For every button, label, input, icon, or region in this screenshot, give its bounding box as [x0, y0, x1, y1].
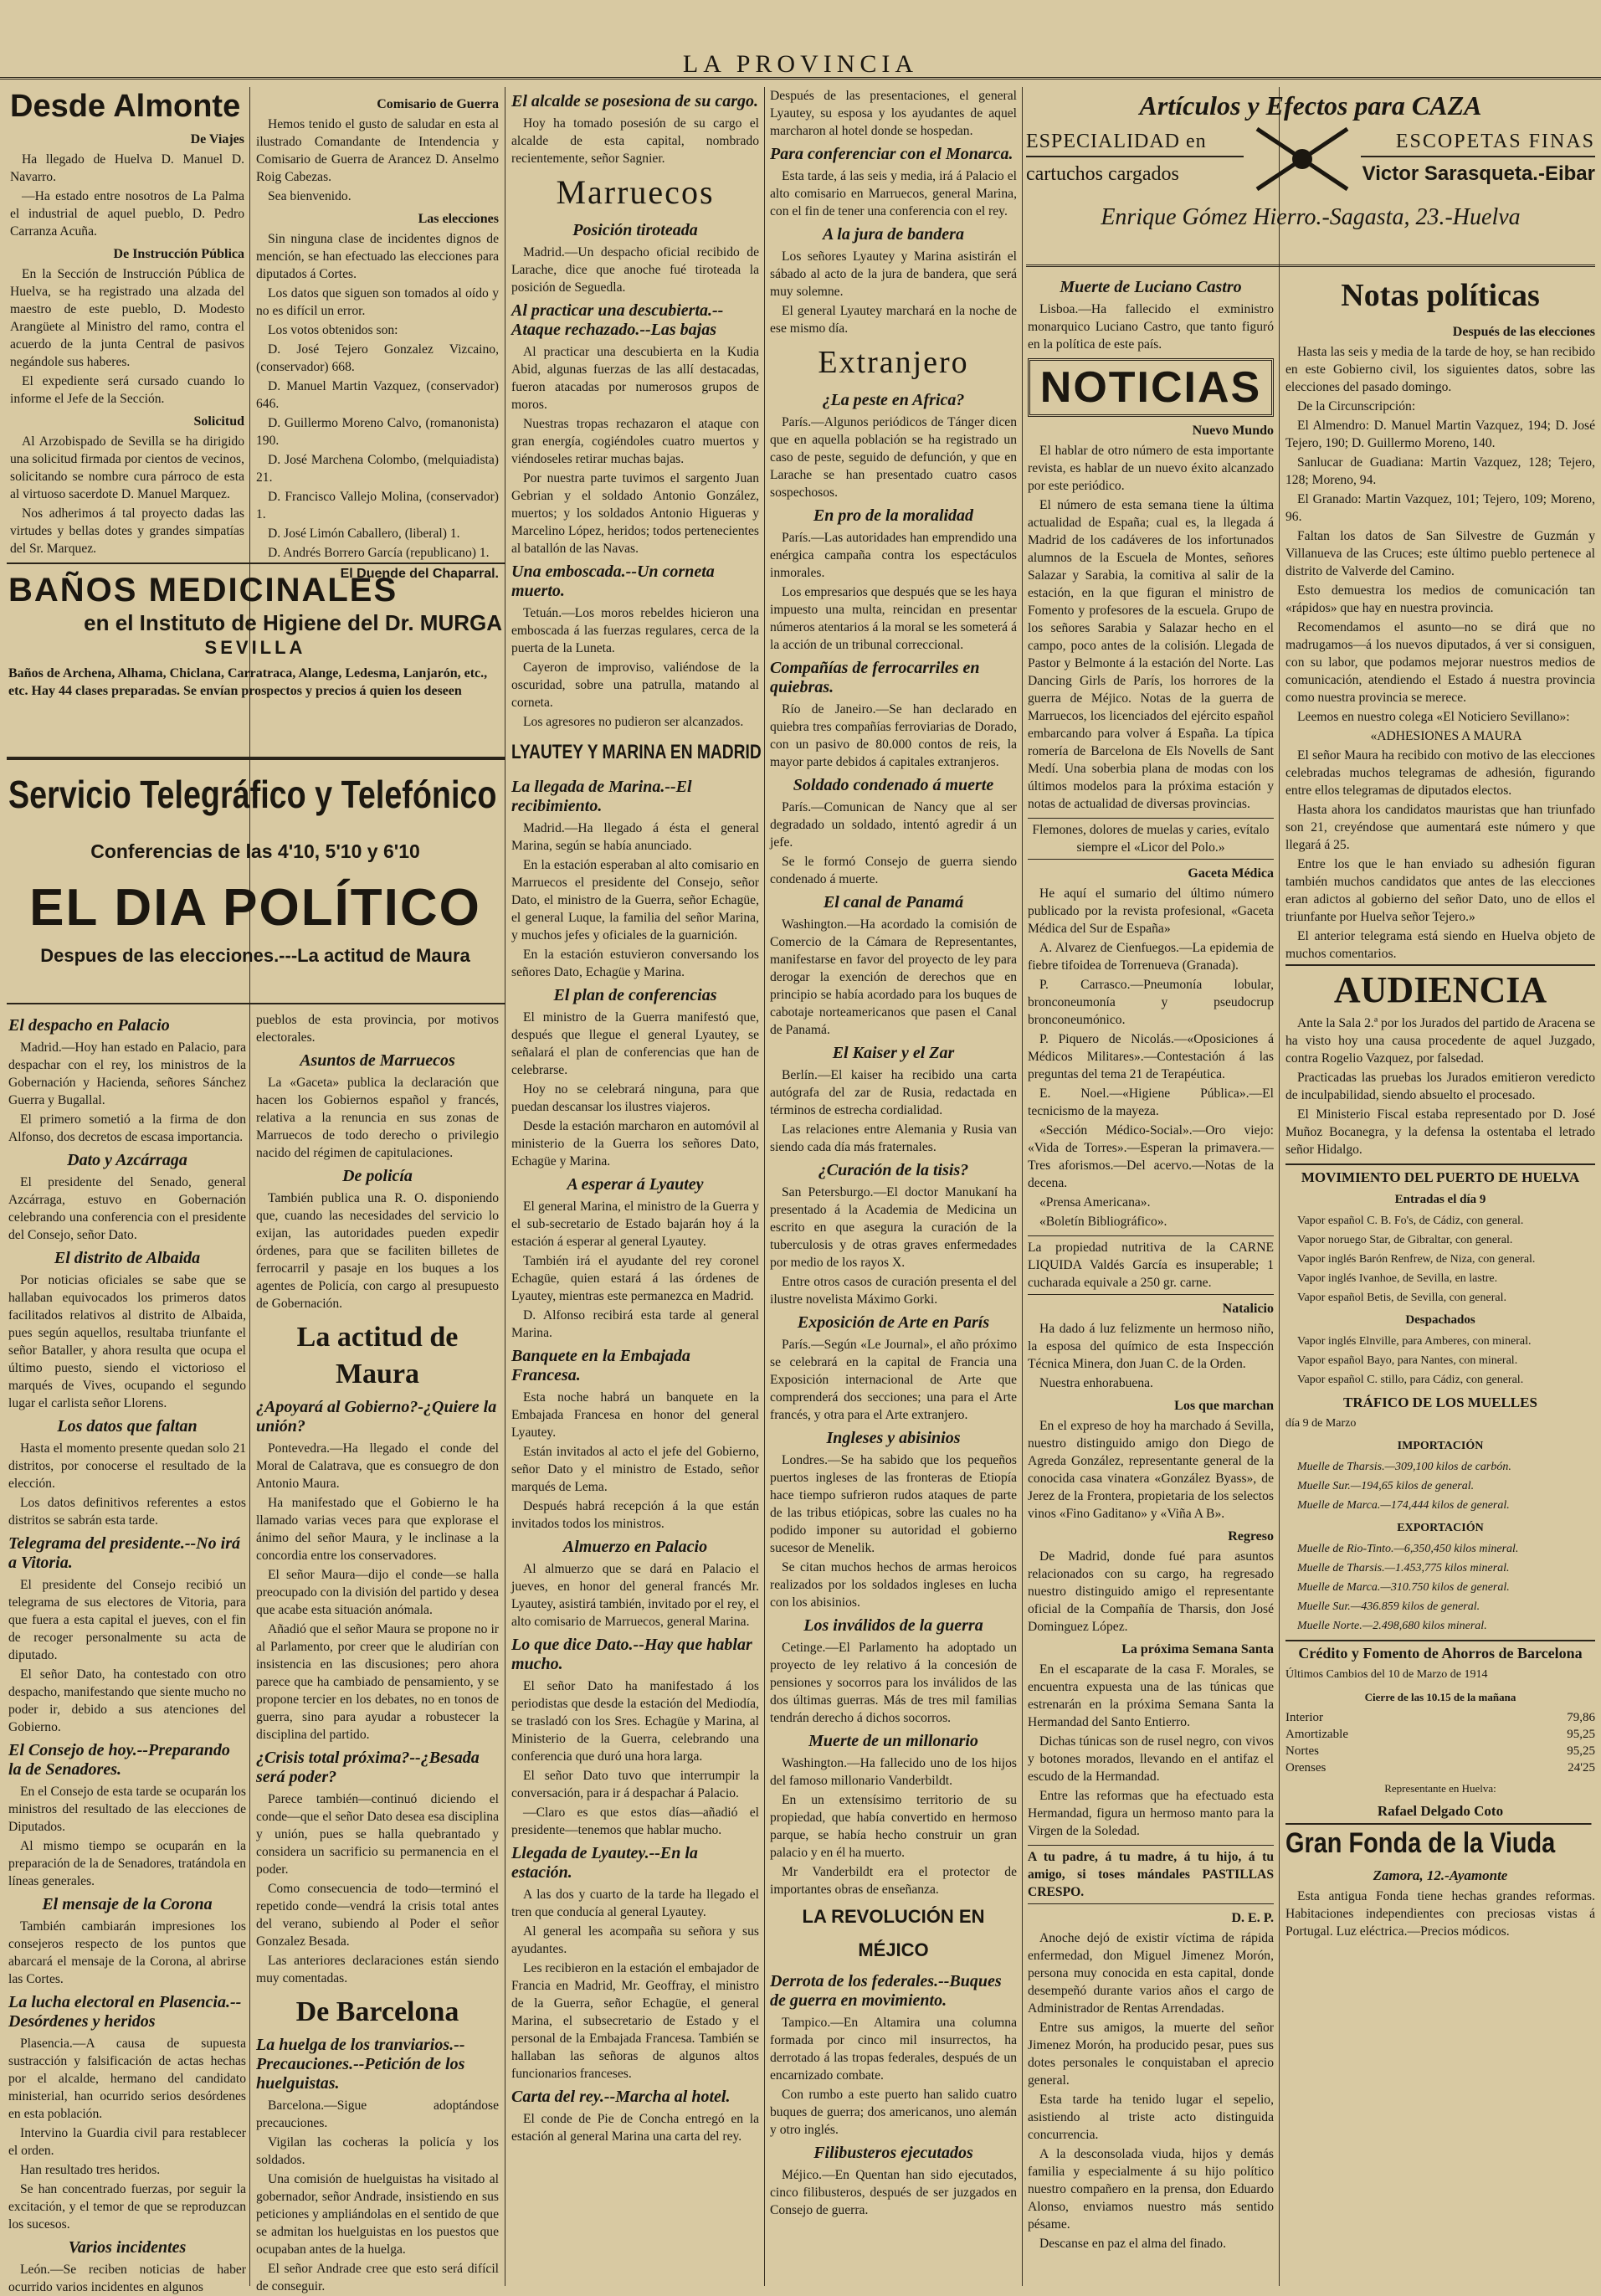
- paragraph: El señor Andrade cree que esto será difícil de conseguir.: [256, 2262, 499, 2293]
- paragraph: Los datos definitivos referentes a estos distritos se sabrán esta tarde.: [8, 1496, 246, 1528]
- paragraph: Esta noche habrá un banquete en la Embajada Francesa en honor del general Lyautey.: [511, 1390, 759, 1440]
- paragraph: León.—Se reciben noticias de haber ocurrido varios incidentes en algunos: [8, 2263, 246, 2294]
- caza-ad-title: Artículos y Efectos para CAZA: [1139, 90, 1482, 121]
- paragraph: Esta tarde, á las seis y media, irá á Palacio el alto comisario en Marruecos, general Marina, con el fin de tener una conferencia con el rey.: [770, 169, 1017, 218]
- paragraph: Una comisión de huelguistas ha visitado al gobernador, señor Andrade, insistiendo en sus peticiones y ampliándolas en el sentido de que se admitan los huelguistas en los puestos que ocupaban antes de la huelga.: [256, 2172, 499, 2257]
- news-heading: Una emboscada.--Un corneta muerto.: [511, 562, 715, 600]
- ad-city: SEVILLA: [204, 637, 306, 658]
- market-name: Orenses: [1285, 1761, 1326, 1775]
- marruecos-title: Marruecos: [556, 173, 715, 211]
- ship-entry: Vapor español Betis, de Sevilla, con general.: [1297, 1292, 1506, 1304]
- paragraph: El presidente del Senado, general Azcárraga, estuvo en Gobernación celebrando una conferencia con el presidente del Consejo, señor Dato.: [8, 1175, 246, 1242]
- news-heading: Telegrama del presidente.--No irá a Vitoria.: [8, 1534, 241, 1572]
- paragraph: Practicadas las pruebas los Jurados emitieron veredicto de inculpabilidad, siendo absuelto el procesado.: [1285, 1071, 1595, 1102]
- paragraph: D. José Tejero Gonzalez Vizcaino, (conservador) 668.: [256, 342, 499, 374]
- paragraph: «ADHESIONES A MAURA: [1370, 729, 1522, 743]
- entradas-heading: Entradas el día 9: [1394, 1193, 1486, 1206]
- paragraph: pueblos de esta provincia, por motivos electorales.: [256, 1013, 499, 1045]
- paragraph: Hoy ha tomado posesión de su cargo el alcalde de esta capital, nombrado recientemente, señor Sagnier.: [511, 116, 759, 166]
- paragraph: Pontevedra.—Ha llegado el conde del Moral de Calatrava, que es consuegro de don Antonio Maura.: [256, 1441, 499, 1491]
- paragraph: D. Alfonso recibirá esta tarde al general Marina.: [511, 1308, 759, 1340]
- paragraph: El hablar de otro número de esta importante revista, es hablar de un nuevo éxito alcanzado por este periódico.: [1028, 444, 1274, 493]
- paragraph: Washington.—Ha fallecido uno de los hijos del famoso millonario Vanderbildt.: [770, 1756, 1017, 1788]
- especialidad-label: ESPECIALIDAD en: [1026, 127, 1244, 157]
- exportacion-heading: EXPORTACIÓN: [1397, 1522, 1484, 1534]
- paragraph: D. Manuel Martin Vazquez, (conservador) 646.: [256, 379, 499, 411]
- paragraph: El conde de Pie de Concha entregó en la estación al general Marina una carta del rey.: [511, 2112, 759, 2144]
- paragraph: D. José Marchena Colombo, (melquiadista) 21.: [256, 453, 499, 485]
- paragraph: París.—Algunos periódicos de Tánger dicen que en aquella población se ha registrado un caso de peste, seguido de defunción, y que en Larache se han presentado cuatro casos sospechosos.: [770, 415, 1017, 500]
- paragraph: Al practicar una descubierta en la Kudia Abid, algunas fuerzas de las allí destacadas, fueron atacadas por numerosos grupos de moros.: [511, 345, 759, 412]
- paragraph: De la Circunscripción:: [1297, 399, 1416, 413]
- paragraph: El ministro de la Guerra manifestó que, después que llegue el general Lyautey, se señalará el plan de conferencias que han de celebrarse.: [511, 1010, 759, 1077]
- paragraph: Barcelona.—Sigue adoptándose precauciones.: [256, 2098, 499, 2130]
- muelle-entry: Muelle Sur.—194,65 kilos de general.: [1297, 1480, 1475, 1492]
- paragraph: El expediente será cursado cuando lo informe el Jefe de la Sección.: [10, 374, 244, 406]
- paragraph: El número de esta semana tiene la última actualidad de España; cual es, la llegada á Madrid de los cadáveres de los infortunados alumnos de la Escuela de Montes, señores Salazar y Sarabia, la comitiva al salir de la estación, en la que figuran el ministro de Fomento y profesores de la escuela. Grupo de los señores Sarabia y Salazar hecho en el campo, poco antes de la colisión. Llegada de Pastor y Belmonte á la estación del Norte. Las Dancing Girls de París, los horrores de la guerra de Méjico. Notas de la guerra de Marruecos, los licenciados del ejército español embarcando para volver á España. La típica romería de Barcelona de Els Novells de Sant Medí. Una soberbia plana de modas con los últimos modelos para la próxima estación y notas de actualidad de diversas provincias.: [1028, 498, 1274, 811]
- news-heading: Posición tiroteada: [572, 221, 698, 239]
- section-divider: [7, 1003, 505, 1004]
- ad-title: BAÑOS MEDICINALES: [8, 572, 398, 609]
- paragraph: Entre sus amigos, la muerte del señor Jimenez Morón, ha producido pesar, pues sus dotes personales le conquistaban el aprecio general.: [1028, 2021, 1274, 2088]
- paragraph: Los empresarios que después que se les haya impuesto una multa, reincidan en presentar números atentarios á la moral se les someterá á la acción de un tribunal correccional.: [770, 585, 1017, 652]
- news-heading: ¿Curación de la tisis?: [818, 1161, 969, 1179]
- caza-ad: [1026, 89, 1595, 267]
- news-heading: Los inválidos de la guerra: [803, 1616, 983, 1635]
- paragraph: D. Andrés Borrero García (republicano) 1.: [268, 546, 490, 560]
- news-heading: La llegada de Marina.--El recibimiento.: [511, 778, 692, 815]
- paragraph: La «Gaceta» publica la declaración que hacen los Gobiernos español y francés, relativa a la renuncia en sus zonas de Marruecos de todo derecho o privilegio nacido del régimen de capitulaciones.: [256, 1076, 499, 1160]
- paragraph: Como consecuencia de todo—terminó el repetido conde—vendrá la crisis total antes del verano, subiendo al Poder el señor Gonzalez Besada.: [256, 1882, 499, 1949]
- puerto-title: MOVIMIENTO DEL PUERTO DE HUELVA: [1285, 1163, 1595, 1186]
- news-heading: ¿Crisis total próxima?--¿Besada será poder?: [256, 1749, 480, 1786]
- news-heading: Exposición de Arte en París: [797, 1313, 990, 1332]
- paragraph: Entre las reformas que ha efectuado esta Hermandad, figura un hermoso manto para la Virgen de la Soledad.: [1028, 1789, 1274, 1838]
- market-row: [1285, 1709, 1595, 1726]
- section-heading: Los que marchan: [1174, 1399, 1274, 1413]
- paragraph: París.—Según «Le Journal», el año próximo se celebrará en la capital de Francia una Exposición internacional de Arte que comprenderá dos secciones; una para el Arte francés, y otra para el Arte extranjero.: [770, 1338, 1017, 1422]
- cierre-heading: Cierre de las 10.15 de la mañana: [1364, 1691, 1516, 1703]
- market-name: Amortizable: [1285, 1728, 1348, 1741]
- paragraph: Ha llegado de Huelva D. Manuel D. Navarro.: [10, 152, 244, 184]
- news-heading: Llegada de Lyautey.--En la estación.: [511, 1844, 698, 1882]
- news-heading: La lucha electoral en Plasencia.--Desórdenes y heridos: [8, 1993, 242, 2031]
- market-row: [1285, 1759, 1595, 1776]
- paragraph: Esta tarde ha tenido lugar el sepelio, asistiendo al triste acto distinguida concurrencia.: [1028, 2093, 1274, 2142]
- paragraph: Madrid.—Hoy han estado en Palacio, para despachar con el rey, los ministros de la Gobernación y Hacienda, señores Sánchez Guerra y Bugallal.: [8, 1040, 246, 1107]
- paragraph: Al mismo tiempo se ocuparán en la preparación de la de Senadores, tratándola en líneas generales.: [8, 1839, 246, 1888]
- paragraph: Sanlucar de Guadiana: Martin Vazquez, 128; Tejero, 128; Moreno, 94.: [1285, 455, 1595, 487]
- news-heading: El plan de conferencias: [553, 986, 717, 1004]
- paragraph: Faltan los datos de San Silvestre de Guzmán y Villanueva de las Cruces; este último pueblo pertenece al distrito de Valverde del Camino.: [1285, 529, 1595, 578]
- paragraph: Intervino la Guardia civil para restablecer el orden.: [8, 2126, 246, 2158]
- section-heading: Nuevo Mundo: [1192, 424, 1274, 438]
- paragraph: Las anteriores declaraciones están siendo muy comentadas.: [256, 1954, 499, 1985]
- noticias-column: [1028, 273, 1274, 2286]
- trafico-date: día 9 de Marzo: [1285, 1417, 1357, 1430]
- paragraph: En el expreso de hoy ha marchado á Sevilla, nuestro distinguido amigo don Diego de Agreda González, representante general de la conocida casa vinatera «González Byass», de Jerez de la Frontera, propietaria de los selectos vinos «Fino Gaditano» y «Viña A B».: [1028, 1419, 1274, 1521]
- paragraph: P. Piquero de Nicolás.—«Oposiciones á Médicos Militares».—Contestación á las preguntas del tema 21 de Terapéutica.: [1028, 1032, 1274, 1081]
- news-heading: A la jura de bandera: [823, 225, 964, 244]
- section-heading: Solicitud: [193, 414, 244, 429]
- section-heading: La próxima Semana Santa: [1121, 1642, 1274, 1657]
- paragraph: Las relaciones entre Alemania y Rusia van siendo cada día más fraternales.: [770, 1122, 1017, 1154]
- caza-ad-address: Enrique Gómez Hierro.-Sagasta, 23.-Huelva: [1101, 204, 1521, 230]
- market-row: [1285, 1726, 1595, 1743]
- paragraph: El señor Dato tuvo que interrumpir la conversación, para ir á despachar á Palacio.: [511, 1769, 759, 1800]
- notas-politicas-column: [1285, 273, 1595, 2286]
- paragraph: Río de Janeiro.—Se han declarado en quiebra tres compañías ferroviarias de Dorado, con un pasivo de 80.000 contos de reis, la mayor parte debidos á capitales extranjeros.: [770, 702, 1017, 769]
- almonte-continued-article: [256, 90, 499, 581]
- news-heading: El despacho en Palacio: [8, 1016, 170, 1035]
- paragraph: Hasta ahora los candidatos mauristas que han triunfado son 21, creyéndose que aumentará este número y que llegará á 25.: [1285, 803, 1595, 852]
- paragraph: El general Lyautey marchará en la noche de ese mismo día.: [770, 304, 1017, 336]
- masthead: LA PROVINCIA: [0, 52, 1601, 80]
- credito-date: Últimos Cambios del 10 de Marzo de 1914: [1285, 1668, 1488, 1681]
- news-heading: A esperar á Lyautey: [567, 1175, 704, 1194]
- paragraph: París.—Las autoridades han emprendido una enérgica campaña contra los espectáculos inmorales.: [770, 531, 1017, 580]
- signature: El Duende del Chaparral.: [340, 567, 499, 581]
- servicio-telegrafico-header: [8, 767, 502, 993]
- ad-text: Baños de Archena, Alhama, Chiclana, Carratraca, Alange, Ledesma, Lanjarón, etc., etc. Hay 44 clases preparadas. Se envían prospectos y precios á quien los deseen: [8, 666, 488, 698]
- paragraph: Con rumbo a este puerto han salido cuatro buques de guerra; dos americanos, uno alemán y otro inglés.: [770, 2088, 1017, 2137]
- market-value: 95,25: [1567, 1744, 1595, 1758]
- servicio-title: Servicio Telegráfico y Telefónico: [8, 773, 497, 816]
- muelle-entry: Muelle de Tharsis.—309,100 kilos de carbón.: [1297, 1461, 1511, 1473]
- paragraph: Anoche dejó de existir víctima de rápida enfermedad, don Miguel Jimenez Morón, persona muy conocida en esta capital, donde desempeñó durante varios años el cargo de Administrador de Rentas Arrendadas.: [1028, 1931, 1274, 2016]
- paragraph: Nuestra enhorabuena.: [1039, 1376, 1153, 1390]
- lyautey-marina-title: LYAUTEY Y MARINA EN MADRID: [511, 741, 762, 763]
- paragraph: «Sección Médico-Social».—Oro viejo: «Vida de Torres».—Esperan la primavera.—Tres aforismos.—Del acervo.—Notas de la decena.: [1028, 1123, 1274, 1190]
- extranjero-column: [770, 87, 1017, 2286]
- trafico-title: TRÁFICO DE LOS MUELLES: [1343, 1395, 1537, 1410]
- notas-politicas-title: Notas políticas: [1341, 278, 1540, 313]
- news-heading: El mensaje de la Corona: [42, 1895, 213, 1913]
- paragraph: Dichas túnicas son de rusel negro, con vivos y botones morados, llevando en el antifaz el escudo de la Hermandad.: [1028, 1734, 1274, 1784]
- paragraph: Mr Vanderbildt era el protector de importantes obras de enseñanza.: [770, 1865, 1017, 1897]
- paragraph: Hasta las seis y media de la tarde de hoy, se han recibido en este Gobierno civil, los siguientes datos, sobre las elecciones del pasado domingo.: [1285, 345, 1595, 394]
- ship-entry: Vapor noruego Star, de Gibraltar, con general.: [1297, 1234, 1513, 1246]
- paragraph: Tetuán.—Los moros rebeldes hicieron una emboscada á las fuerzas regulares, cerca de la puerta de la Luneta.: [511, 606, 759, 655]
- revolucion-mejico-title: LA REVOLUCIÓN EN MÉJICO: [802, 1906, 985, 1960]
- paragraph: D. Guillermo Moreno Calvo, (romanonista) 190.: [256, 416, 499, 448]
- paragraph: A las dos y cuarto de la tarde ha llegado el tren que conducía al general Lyautey.: [511, 1888, 759, 1919]
- column-rule: [1022, 87, 1023, 2286]
- carne-liquida-ad: La propiedad nutritiva de la CARNE LIQUIDA Valdés García es insuperable; 1 cucharada equivale a 250 gr. carne.: [1028, 1235, 1274, 1295]
- market-value: 95,25: [1567, 1728, 1595, 1741]
- flemones-ad: Flemones, dolores de muelas y caries, evítalo siempre el «Licor del Polo.»: [1028, 818, 1274, 860]
- article-title: Desde Almonte: [10, 89, 241, 124]
- paragraph: Ha manifestado que el Gobierno le ha llamado varias veces para que explorase el ánimo del señor Maura, y le inclinase a la concordia entre los conservadores.: [256, 1496, 499, 1563]
- paragraph: Berlín.—El kaiser ha recibido una carta autógrafa del zar de Rusia, redactada en términos de estrecha cordialidad.: [770, 1068, 1017, 1117]
- crossed-rifles-icon: [1252, 122, 1352, 196]
- news-heading: Al practicar una descubierta.--Ataque rechazado.--Las bajas: [511, 301, 724, 339]
- paragraph: Cayeron de improviso, valiéndose de la oscuridad, sobre una patrulla, matando al corneta.: [511, 660, 759, 710]
- muelle-entry: Muelle de Marca.—174,444 kilos de general.: [1297, 1499, 1510, 1512]
- paragraph: En el escaparate de la casa F. Morales, se encuentra expuesta una de las túnicas que estrenarán en la próxima Semana Santa la Hermandad del Santo Entierro.: [1028, 1662, 1274, 1729]
- fonda-title: Gran Fonda de la Viuda: [1285, 1823, 1592, 1862]
- news-heading: Soldado condenado á muerte: [793, 776, 994, 794]
- paragraph: Desde la estación marcharon en automóvil al ministerio de la Guerra los señores Dato, Echagüe y Marina.: [511, 1119, 759, 1169]
- paragraph: Han resultado tres heridos.: [20, 2163, 161, 2177]
- paragraph: Ante la Sala 2.ª por los Jurados del partido de Aracena se ha visto hoy una causa procedente de aquel Juzgado, contra Rogelio Vazquez, por falsedad.: [1285, 1016, 1595, 1066]
- paragraph: «Boletín Bibliográfico».: [1039, 1215, 1167, 1229]
- paragraph: El señor Maura—dijo el conde—se halla preocupado con la división del partido y desea que acabe esta situación anómala.: [256, 1568, 499, 1617]
- column-rule: [764, 87, 765, 2286]
- column-rule: [249, 87, 250, 2286]
- escopetas-label: ESCOPETAS FINAS: [1361, 127, 1595, 157]
- news-heading: El distrito de Albaida: [54, 1249, 201, 1267]
- ship-entry: Vapor español C. B. Fo's, de Cádiz, con general.: [1297, 1215, 1524, 1227]
- paragraph: Añadió que el señor Maura se propone no ir al Parlamento, por creer que le aludirían con insistencia en las discusiones; pero ahora parece que ha cambiado de pensamiento, y se propone tercier en los debates, no en tonos de guerra, sino para ayudar a robustecer la disciplina del partido.: [256, 1622, 499, 1742]
- news-heading: Los datos que faltan: [57, 1417, 198, 1436]
- paragraph: También publica una R. O. disponiendo que, cuando las necesidades del servicio lo exijan, las autoridades pueden expedir órdenes, para que se faciliten billetes de ferrocarril y pasaje en los buques a los agentes de Policía, con cargo al presupuesto de Gobernación.: [256, 1191, 499, 1311]
- paragraph: Tampico.—En Altamira una columna formada por cinco mil insurrectos, ha derrotado á las tropas federales, después de un encarnizado combate.: [770, 2016, 1017, 2083]
- section-heading: Natalicio: [1222, 1302, 1274, 1316]
- paragraph: «Prensa Americana».: [1039, 1195, 1151, 1210]
- despachados-heading: Despachados: [1405, 1313, 1475, 1327]
- paragraph: Nos adherimos á tal proyecto dadas las virtudes y bellas dotes y grandes simpatías del Sr. Marquez.: [10, 506, 244, 556]
- paragraph: Madrid.—Un despacho oficial recibido de Larache, dice que anoche fué tiroteada la posición de Seguedla.: [511, 245, 759, 295]
- paragraph: En un extensísimo territorio de su propiedad, que había convertido en hermoso parque, se había hecho construir un gran palacio y en él ha muerto.: [770, 1793, 1017, 1860]
- paragraph: Sin ninguna clase de incidentes dignos de mención, se han efectuado las elecciones para diputados á Cortes.: [256, 232, 499, 281]
- muelle-entry: Muelle Sur.—436.859 kilos de general.: [1297, 1600, 1480, 1613]
- section-heading: De Viajes: [190, 132, 244, 146]
- paragraph: Hasta el momento presente quedan solo 21 distritos, por conocerse el resultado de la elección.: [8, 1441, 246, 1491]
- paragraph: El señor Dato ha manifestado á los periodistas que desde la estación del Mediodía, se trasladó con los Sres. Echagüe y Marina, al Ministerio de la Guerra, celebrando una conferencia que duró una hora larga.: [511, 1679, 759, 1764]
- section-heading: Regreso: [1228, 1529, 1274, 1544]
- news-heading: Dato y Azcárraga: [67, 1151, 187, 1169]
- paragraph: A. Alvarez de Cienfuegos.—La epidemia de fiebre tifoidea de Torrenueva (Granada).: [1028, 941, 1274, 973]
- section-heading: Después de las elecciones: [1452, 325, 1595, 339]
- ad-subtitle: en el Instituto de Higiene del Dr. MURGA: [84, 610, 502, 635]
- ship-entry: Vapor español Bayo, para Nantes, con mineral.: [1297, 1354, 1518, 1367]
- news-heading: Lo que dice Dato.--Hay que hablar mucho.: [511, 1636, 752, 1673]
- dia-politico-column-b: [256, 1011, 499, 2293]
- paragraph: En la estación estuvieron conversando los señores Dato, Echagüe y Marina.: [511, 948, 759, 979]
- market-row: [1285, 1743, 1595, 1759]
- paragraph: Plasencia.—A causa de supuesta sustracción y falsificación de actas hechas por el alcalde, hermano del candidato ministerial, han ocurrido serios desórdenes en esta población.: [8, 2037, 246, 2121]
- paragraph: Nuestras tropas rechazaron el ataque con gran energía, cogiéndoles cuatro muertos y viéndoseles retirar muchas bajas.: [511, 417, 759, 466]
- paragraph: Descanse en paz el alma del finado.: [1039, 2237, 1226, 2251]
- section-heading: Las elecciones: [418, 212, 499, 226]
- paragraph: —Ha estado entre nosotros de La Palma el industrial de aquel pueblo, D. Pedro Carranza Acuña.: [10, 189, 244, 239]
- news-heading: La huelga de los tranviarios.--Precauciones.--Petición de los huelguistas.: [256, 2036, 465, 2093]
- paragraph: Entre otros casos de curación presenta el del ilustre novelista Máximo Gorki.: [770, 1275, 1017, 1307]
- audiencia-title: AUDIENCIA: [1285, 964, 1595, 1014]
- paragraph: Los señores Lyautey y Marina asistirán el sábado al acto de la jura de bandera, que será muy solemne.: [770, 249, 1017, 299]
- paragraph: Los votos obtenidos son:: [268, 323, 398, 337]
- paragraph: Vigilan las cocheras la policía y los soldados.: [256, 2135, 499, 2167]
- paragraph: El señor Dato, ha contestado con otro despacho, manifestando que siente mucho no poder ir, debido a sus atenciones del Gobierno.: [8, 1667, 246, 1734]
- paragraph: D. José Limón Caballero, (liberal) 1.: [268, 526, 460, 541]
- section-divider: [7, 757, 505, 760]
- paragraph: Después de las presentaciones, el general Lyautey, su esposa y los ayudantes de aquel marcharon al hotel donde se hospedan.: [770, 89, 1017, 138]
- paragraph: Al general les acompaña su señora y sus ayudantes.: [511, 1924, 759, 1956]
- paragraph: El presidente del Consejo recibió un telegrama de sus electores de Vitoria, para que fuera a esta capital el jueves, con el fin de recoger personalmente su acta de diputado.: [8, 1578, 246, 1662]
- paragraph: He aquí el sumario del último número publicado por la revista profesional, «Gaceta Médica del Sur de España»: [1028, 886, 1274, 936]
- cartuchos-label: cartuchos cargados: [1026, 163, 1179, 185]
- news-heading: El Consejo de hoy.--Preparando la de Senadores.: [8, 1741, 230, 1779]
- representante-name: Rafael Delgado Coto: [1377, 1803, 1504, 1819]
- news-heading: ¿Apoyará al Gobierno?-¿Quiere la unión?: [256, 1398, 497, 1436]
- news-heading: Compañías de ferrocarriles en quiebras.: [770, 659, 980, 696]
- paragraph: Hemos tenido el gusto de saludar en esta al ilustrado Comandante de Intendencia y Comisario de Guerra de Arancez D. Anselmo Roig Cabezas.: [256, 117, 499, 184]
- muelle-entry: Muelle de Tharsis.—1.453,775 kilos mineral.: [1297, 1562, 1510, 1574]
- paragraph: En la estación esperaban al alto comisario en Marruecos el presidente del Consejo, señor Dato, el ministro de la Guerra, señor Echagüe, el general Luque, la familia del señor Marina, y muchos jefes y oficiales de la guarnición.: [511, 858, 759, 943]
- paragraph: Hoy no se celebrará ninguna, para que puedan descansar los ilustres viajeros.: [511, 1082, 759, 1114]
- representante-label: Representante en Huelva:: [1384, 1782, 1496, 1795]
- section-divider: [7, 562, 505, 564]
- paragraph: Por noticias oficiales se sabe que se hallaban equivocados los primeros datos facilitados relativos al distrito de Albaida, pues según aquellos, resultaba triunfante el señor Bataller, y ahora resulta que ocupa el último puesto, siendo el victorioso el marqués de Vives, ocupando el segundo lugar el carlista señor Llorens.: [8, 1273, 246, 1410]
- paragraph: San Petersburgo.—El doctor Manukaní ha presentado á la Academia de Medicina un escrito en que asegura la curación de la tuberculosis y de otras graves enfermedades por medio de los rayos X.: [770, 1185, 1017, 1270]
- paragraph: Se le formó Consejo de guerra siendo condenado á muerte.: [770, 855, 1017, 886]
- paragraph: También irá el ayudante del rey coronel Echagüe, quien estará á las órdenes de Lyautey, mientras este permanezca en Madrid.: [511, 1254, 759, 1303]
- paragraph: En la Sección de Instrucción Pública de Huelva, se ha registrado una alzada del maestro de este pueblo, D. Modesto Arangüete al Ministro del ramo, contra el acuerdo de la junta Central de pasivos negándole sus haberes.: [10, 267, 244, 369]
- paragraph: Leemos en nuestro colega «El Noticiero Sevillano»:: [1297, 710, 1570, 724]
- paragraph: También cambiarán impresiones los consejeros respecto de los puntos que abarcará el mensaje de la Corona, al abrirse las Cortes.: [8, 1919, 246, 1986]
- paragraph: Esto demuestra los medios de comunicación tan «rápidos» que hay en nuestra provincia.: [1285, 583, 1595, 615]
- news-heading: El alcalde se posesiona de su cargo.: [511, 92, 758, 110]
- extranjero-title: Extranjero: [818, 345, 969, 380]
- paragraph: Washington.—Ha acordado la comisión de Comercio de la Cámara de Representantes, manifestarse en favor del proyecto de ley para derogar la exención de derechos que en principio se había acordado para los buques de cabotaje norteamericanos que pasen el Canal de Panamá.: [770, 917, 1017, 1037]
- paragraph: De Madrid, donde fué para asuntos relacionados con su cargo, ha regresado nuestro distinguido amigo el representante oficial de la Compañía de Tharsis, don José Dominguez López.: [1028, 1549, 1274, 1634]
- paragraph: Ha dado á luz felizmente un hermoso niño, la esposa del químico de esta Inspección Técnica Minera, don Juan C. de la Orden.: [1028, 1322, 1274, 1371]
- news-heading: Derrota de los federales.--Buques de guerra en movimiento.: [770, 1972, 1002, 2010]
- paragraph: El señor Maura ha recibido con motivo de las elecciones celebradas muchos telegramas de adhesión, figurando entre ellos telegramas de diputados electos.: [1285, 748, 1595, 798]
- market-name: Interior: [1285, 1711, 1323, 1724]
- credito-title: Crédito y Fomento de Ahorros de Barcelona: [1285, 1640, 1595, 1662]
- paragraph: Recomendamos el asunto—no se dirá que no madrugamos—á los nuevos diputados, á ver si consiguen, con su labor, que podamos mejorar nuestros medios de comunicación, atendiendo el Estado á nuestra provincia como nuestra provincia se merece.: [1285, 620, 1595, 705]
- paragraph: Se citan muchos hechos de armas heroicos realizados por los soldados ingleses en lucha con los abisinios.: [770, 1560, 1017, 1610]
- paragraph: Les recibieron en la estación el embajador de Francia en Madrid, Mr. Geoffray, el ministro de la Guerra, señor Echagüe, el general Marina, el subsecretario de Estado y el personal de la Embajada Francesa. También se hallaban las señoras de algunos altos funcionarios franceses.: [511, 1961, 759, 2081]
- news-heading: El canal de Panamá: [823, 893, 964, 912]
- ship-entry: Vapor español C. stillo, para Cádiz, con general.: [1297, 1374, 1524, 1386]
- section-heading: Comisario de Guerra: [377, 97, 499, 111]
- conferencias-subtitle: Conferencias de las 4'10, 5'10 y 6'10: [90, 840, 420, 862]
- news-heading: Carta del rey.--Marcha al hotel.: [511, 2088, 731, 2106]
- marruecos-column: [511, 87, 762, 2286]
- section-heading: D. E. P.: [1231, 1911, 1274, 1925]
- paragraph: A la desconsolada viuda, hijos y demás familia y especialmente á su hijo político nuestro compañero en la prensa, don Eduardo Alonso, enviamos nuestro más sentido pésame.: [1028, 2147, 1274, 2232]
- ship-entry: Vapor inglés Barón Renfrew, de Niza, con general.: [1297, 1253, 1536, 1266]
- paragraph: Londres.—Se ha sabido que los pequeños puertos ingleses de las fronteras de Etiopía hace tiempo sufrieron rudos ataques de parte de las tribus etiópicas, sobre las cuales no ha podido imponer su autoridad el gobierno sucesor de Menelik.: [770, 1453, 1017, 1555]
- ship-entry: Vapor inglés Elnville, para Amberes, con mineral.: [1297, 1335, 1532, 1348]
- news-heading: Muerte de un millonario: [808, 1732, 978, 1750]
- muelle-entry: Muelle de Marca.—310.750 kilos de general.: [1297, 1581, 1510, 1594]
- paragraph: Méjico.—En Quentan han sido ejecutados, cinco filibusteros, después de ser juzgados en Consejo de guerra.: [770, 2168, 1017, 2217]
- de-barcelona-title: De Barcelona: [295, 1996, 459, 2027]
- paragraph: P. Carrasco.—Pneumonía lobular, bronconeumonía y pseudocrup bronconeumónico.: [1028, 978, 1274, 1027]
- paragraph: D. Francisco Vallejo Molina, (conservador) 1.: [256, 490, 499, 521]
- fonda-address: Zamora, 12.-Ayamonte: [1373, 1867, 1508, 1883]
- paragraph: En el Consejo de esta tarde se ocuparán los ministros del resultado de las elecciones de Diputados.: [8, 1785, 246, 1834]
- news-heading: De policía: [342, 1167, 413, 1185]
- el-dia-politico-title: EL DIA POLÍTICO: [29, 879, 481, 937]
- paragraph: Sea bienvenido.: [268, 189, 352, 203]
- paragraph: Los datos que siguen son tomados al oído y no es difícil un error.: [256, 286, 499, 318]
- paragraph: París.—Comunican de Nancy que al ser degradado un soldado, intentó agredir á un jefe.: [770, 800, 1017, 850]
- market-name: Nortes: [1285, 1744, 1319, 1758]
- news-heading: ¿La peste en Africa?: [822, 391, 965, 409]
- paragraph: El Almendro: D. Manuel Martin Vazquez, 194; D. José Tejero, 190; D. Guillermo Moreno, 140.: [1285, 419, 1595, 450]
- paragraph: Madrid.—Ha llegado á ésta el general Marina, según se había anunciado.: [511, 821, 759, 853]
- news-heading: Muerte de Luciano Castro: [1060, 278, 1242, 296]
- news-heading: Para conferenciar con el Monarca.: [770, 145, 1013, 163]
- news-heading: Varios incidentes: [68, 2238, 187, 2257]
- paragraph: Al almuerzo que se dará en Palacio el jueves, en honor del general francés Mr. Lyautey, asistirá también, invitado por el rey, el alto comisario de Marruecos, general Marina.: [511, 1562, 759, 1629]
- ship-entry: Vapor inglés Ivanhoe, de Sevilla, en lastre.: [1297, 1272, 1498, 1285]
- paragraph: Esta antigua Fonda tiene hechas grandes reformas. Habitaciones independientes con preciosas vistas á Portugal. Luz eléctrica.—Precios módicos.: [1285, 1889, 1595, 1939]
- paragraph: El general Marina, el ministro de la Guerra y el sub-secretario de Estado bajarán hoy á la estación á esperar al general Lyautey.: [511, 1199, 759, 1249]
- news-heading: Asuntos de Marruecos: [300, 1051, 455, 1070]
- market-value: 24'25: [1568, 1761, 1595, 1775]
- paragraph: Entre los que le han enviado su adhesión figuran también muchos candidatos que antes de las elecciones eran adictos al gobierno del señor Dato, uno de ellos el triunfante por Huelva señor Tejero.»: [1285, 857, 1595, 924]
- news-heading: Banquete en la Embajada Francesa.: [511, 1347, 690, 1384]
- muelle-entry: Muelle de Rio-Tinto.—6,350,450 kilos mineral.: [1297, 1543, 1519, 1555]
- market-value: 79,86: [1567, 1711, 1595, 1724]
- paragraph: E. Noel.—«Higiene Pública».—El tecnicismo de la mayeza.: [1028, 1086, 1274, 1118]
- paragraph: Al Arzobispado de Sevilla se ha dirigido una solicitud firmada por cientos de vecinos, solicitando se nombre cura párroco de esta al virtuoso sacerdote D. Manuel Marquez.: [10, 434, 244, 501]
- news-heading: El Kaiser y el Zar: [832, 1044, 955, 1062]
- paragraph: Cetinge.—El Parlamento ha adoptado un proyecto de ley relativo á la concesión de pensiones y socorros para los inválidos de las dos últimas guerras. Más de tres mil familias tendrán derecho á dichos socorros.: [770, 1641, 1017, 1725]
- column-rule: [1279, 87, 1280, 2286]
- paragraph: El primero sometió a la firma de don Alfonso, dos decretos de escasa importancia.: [8, 1112, 246, 1144]
- muelle-entry: Muelle Norte.—2.498,680 kilos mineral.: [1297, 1620, 1487, 1632]
- dia-politico-column-a: [8, 1011, 246, 2294]
- paragraph: —Claro es que estos días—añadió el presidente—tenemos que hablar mucho.: [511, 1805, 759, 1837]
- noticias-title: NOTICIAS: [1028, 358, 1274, 417]
- pastillas-crespo-ad: A tu padre, á tu madre, á tu hijo, á tu amigo, si toses mándales PASTILLAS CRESPO.: [1028, 1845, 1274, 1904]
- news-heading: En pro de la moralidad: [813, 506, 974, 525]
- news-heading: Almuerzo en Palacio: [562, 1538, 708, 1556]
- sarasqueta-label: Victor Sarasqueta.-Eibar: [1362, 162, 1595, 185]
- paragraph: Lisboa.—Ha fallecido el exministro monarquico Luciano Castro, que tanto figuró en la política de este país.: [1028, 302, 1274, 352]
- paragraph: Los agresores no pudieron ser alcanzados.: [523, 715, 744, 729]
- desde-almonte-article: [10, 87, 244, 556]
- section-heading: De Instrucción Pública: [113, 247, 244, 261]
- paragraph: Están invitados al acto el jefe del Gobierno, señor Dato y el ministro de Estado, señor marqués de Lema.: [511, 1445, 759, 1494]
- paragraph: Parece también—continuó diciendo el conde—que el señor Dato desea esa disciplina y unión, pues se halla quebrantado y considera un sacrificio su permanencia en el poder.: [256, 1792, 499, 1877]
- paragraph: Se han concentrado fuerzas, por seguir la excitación, y el temor de que se reproduzcan los sucesos.: [8, 2182, 246, 2232]
- paragraph: Después habrá recepción á la que están invitados todos los ministros.: [511, 1499, 759, 1531]
- news-heading: Filibusteros ejecutados: [813, 2144, 973, 2162]
- news-heading: Ingleses y abisinios: [826, 1429, 961, 1447]
- paragraph: El Granado: Martin Vazquez, 101; Tejero, 109; Moreno, 96.: [1285, 492, 1595, 524]
- section-heading: Gaceta Médica: [1188, 866, 1274, 881]
- importacion-heading: IMPORTACIÓN: [1397, 1440, 1484, 1452]
- actitud-de-maura-title: La actitud de Maura: [296, 1322, 459, 1389]
- paragraph: El Ministerio Fiscal estaba representado por D. José Muñoz Bocanegra, y la defensa la ostentaba el letrado señor Hidalgo.: [1285, 1107, 1595, 1157]
- paragraph: Por nuestra parte tuvimos el sargento Juan Gebrian y el soldado Antonio González, muertos; y los soldados Antonio Higueras y Marcelino López, heridos; todos pertenecientes al batallón de las Navas.: [511, 471, 759, 556]
- deck-line: Despues de las elecciones.---La actitud de Maura: [40, 945, 470, 966]
- banos-medicinales-ad: [8, 571, 502, 747]
- paragraph: El anterior telegrama está siendo en Huelva objeto de muchos comentarios.: [1285, 929, 1595, 961]
